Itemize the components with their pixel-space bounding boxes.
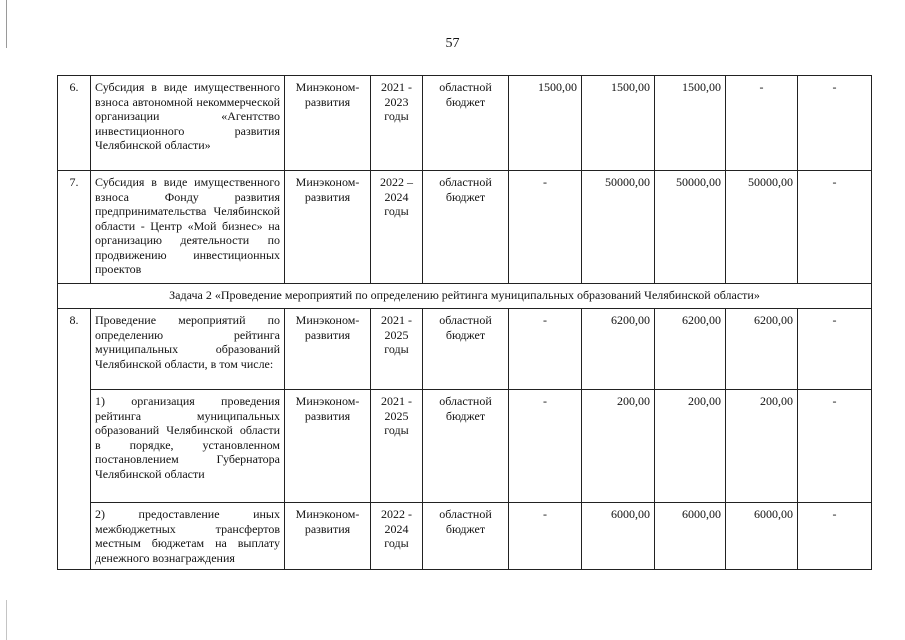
amount-3: 50000,00 [655, 171, 726, 284]
scan-edge-line-bottom [6, 600, 7, 640]
funding-source: областной бюджет [423, 76, 509, 171]
amount-3: 200,00 [655, 390, 726, 503]
measure-name: 1) организация проведения рейтинга муниципальных образований Челябинской области в порядке, установленном постановлением Губернатора Челябинской области [91, 390, 285, 503]
amount-2: 200,00 [582, 390, 655, 503]
measure-name: 2) предоставление иных межбюджетных трансфертов местным бюджетам на выплату денежного вознаграждения [91, 503, 285, 570]
amount-3: 6200,00 [655, 309, 726, 390]
amount-2: 6000,00 [582, 503, 655, 570]
amount-3: 6000,00 [655, 503, 726, 570]
table-row [58, 171, 872, 284]
amount-2: 1500,00 [582, 76, 655, 171]
amount-4: - [726, 76, 798, 171]
amount-total: - [509, 390, 582, 503]
amount-total: - [509, 309, 582, 390]
amount-total: - [509, 503, 582, 570]
task-header-row [58, 284, 872, 309]
funding-source: областной бюджет [423, 309, 509, 390]
measure-name: Проведение мероприятий по определению рейтинга муниципальных образований Челябинской области, в том числе: [91, 309, 285, 390]
period: 2021 - 2023 годы [371, 76, 423, 171]
amount-5: - [798, 309, 872, 390]
measures-table [57, 75, 872, 570]
page-number: 57 [445, 36, 460, 51]
amount-4: 50000,00 [726, 171, 798, 284]
table-row [58, 503, 872, 570]
period: 2021 - 2025 годы [371, 309, 423, 390]
amount-5: - [798, 390, 872, 503]
row-number: 7. [58, 171, 91, 284]
period: 2021 - 2025 годы [371, 390, 423, 503]
amount-total: 1500,00 [509, 76, 582, 171]
period: 2022 - 2024 годы [371, 503, 423, 570]
amount-4: 6000,00 [726, 503, 798, 570]
executor: Минэконом-развития [285, 390, 371, 503]
executor: Минэконом-развития [285, 76, 371, 171]
funding-source: областной бюджет [423, 503, 509, 570]
amount-3: 1500,00 [655, 76, 726, 171]
measure-name: Субсидия в виде имущественного взноса автономной некоммерческой организации «Агентство инвестиционного развития Челябинской области» [91, 76, 285, 171]
funding-source: областной бюджет [423, 171, 509, 284]
funding-source: областной бюджет [423, 390, 509, 503]
amount-5: - [798, 76, 872, 171]
executor: Минэконом-развития [285, 503, 371, 570]
amount-5: - [798, 171, 872, 284]
executor: Минэконом-развития [285, 171, 371, 284]
table-row [58, 309, 872, 390]
amount-2: 50000,00 [582, 171, 655, 284]
amount-total: - [509, 171, 582, 284]
measure-name: Субсидия в виде имущественного взноса Фонду развития предпринимательства Челябинской области - Центр «Мой бизнес» на организацию деятельности по продвижению инвестиционных проектов [91, 171, 285, 284]
executor: Минэконом-развития [285, 309, 371, 390]
table-row [58, 76, 872, 171]
amount-5: - [798, 503, 872, 570]
row-number: 8. [58, 309, 91, 570]
row-number: 6. [58, 76, 91, 171]
amount-2: 6200,00 [582, 309, 655, 390]
amount-4: 6200,00 [726, 309, 798, 390]
period: 2022 – 2024 годы [371, 171, 423, 284]
table-row [58, 390, 872, 503]
task-title: Задача 2 «Проведение мероприятий по определению рейтинга муниципальных образований Челябинской области» [58, 284, 872, 309]
amount-4: 200,00 [726, 390, 798, 503]
